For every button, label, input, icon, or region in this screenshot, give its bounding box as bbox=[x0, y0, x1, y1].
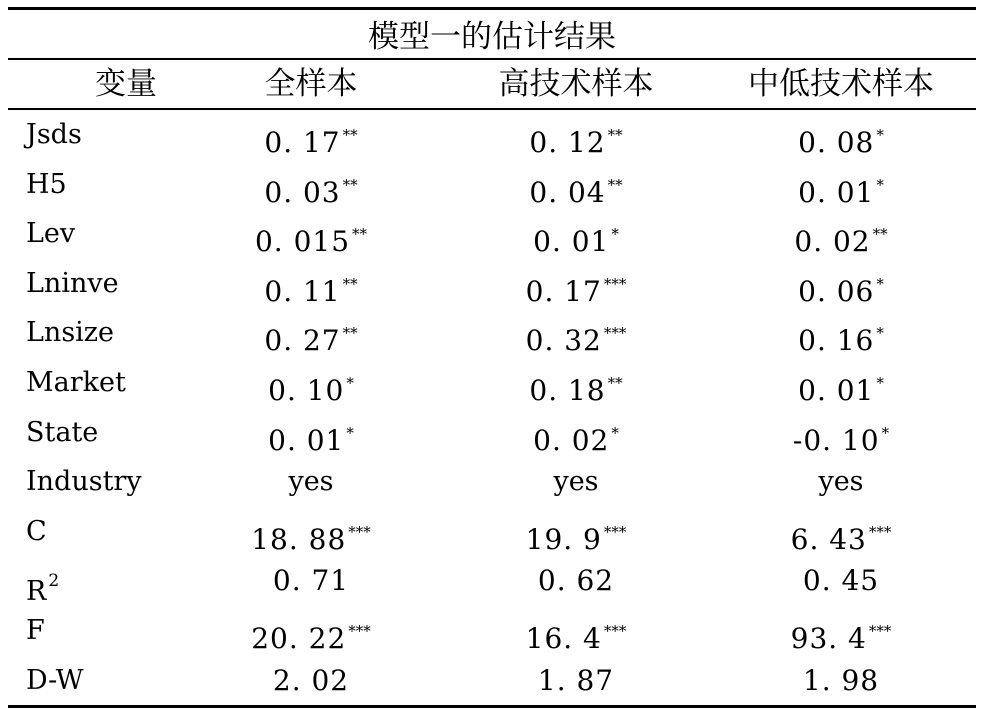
row-label-text: C bbox=[26, 515, 47, 547]
value-cell bbox=[226, 358, 396, 408]
table-row bbox=[8, 408, 976, 458]
header-variable: 变量 bbox=[95, 66, 157, 102]
row-label bbox=[26, 556, 216, 606]
value-cell bbox=[476, 656, 676, 706]
cell-value: 0. 01 bbox=[533, 225, 610, 259]
significance-stars: ** bbox=[342, 175, 358, 194]
value-cell bbox=[226, 606, 396, 656]
row-label-text: State bbox=[26, 416, 99, 448]
cell-value: 0. 015 bbox=[254, 225, 351, 259]
cell-value: 0. 04 bbox=[529, 175, 606, 209]
value-cell bbox=[476, 408, 676, 458]
header-mid-low-tech: 中低技术样本 bbox=[748, 66, 934, 102]
significance-stars: ** bbox=[342, 126, 358, 144]
cell-value: 0. 27 bbox=[264, 324, 341, 358]
value-cell bbox=[736, 110, 946, 160]
row-label bbox=[26, 358, 216, 408]
significance-stars: *** bbox=[603, 622, 627, 640]
cell-value: 19. 9 bbox=[525, 522, 602, 556]
cell-value: 0. 32 bbox=[525, 324, 602, 358]
value-cell bbox=[226, 656, 396, 706]
cell-value: -0. 10 bbox=[792, 423, 880, 457]
row-label bbox=[26, 507, 216, 557]
row-label bbox=[26, 110, 216, 160]
value-cell bbox=[736, 606, 946, 656]
cell-value: 1. 98 bbox=[802, 663, 880, 697]
significance-stars: *** bbox=[348, 622, 371, 640]
row-label bbox=[26, 606, 216, 656]
cell-value: 0. 01 bbox=[798, 175, 875, 209]
significance-stars: * bbox=[881, 423, 890, 442]
significance-stars: * bbox=[876, 274, 884, 293]
significance-stars: ** bbox=[607, 175, 623, 194]
significance-stars: *** bbox=[348, 522, 371, 541]
value-cell bbox=[476, 606, 676, 656]
cell-value: 0. 62 bbox=[537, 564, 615, 598]
row-label-superscript: 2 bbox=[48, 571, 60, 592]
header-full-sample: 全样本 bbox=[264, 66, 358, 102]
cell-value: yes bbox=[288, 466, 334, 498]
header-high-tech: 高技术样本 bbox=[498, 66, 654, 102]
cell-value: 0. 18 bbox=[529, 374, 606, 407]
significance-stars: ** bbox=[342, 274, 358, 293]
value-cell bbox=[736, 259, 946, 309]
value-cell bbox=[226, 110, 396, 160]
cell-value: 0. 16 bbox=[798, 324, 875, 358]
value-cell bbox=[476, 110, 676, 160]
row-label-text: D-W bbox=[26, 664, 84, 696]
cell-value: 0. 12 bbox=[529, 126, 606, 159]
value-cell bbox=[476, 259, 676, 309]
significance-stars: * bbox=[876, 324, 884, 343]
cell-value: 0. 17 bbox=[264, 126, 341, 159]
cell-value: 0. 06 bbox=[798, 274, 875, 308]
table-row bbox=[8, 556, 976, 606]
value-cell bbox=[736, 507, 946, 557]
value-cell bbox=[736, 160, 946, 210]
significance-stars: ** bbox=[607, 374, 623, 392]
value-cell bbox=[226, 556, 396, 606]
value-cell bbox=[736, 358, 946, 408]
value-cell bbox=[226, 209, 396, 259]
significance-stars: *** bbox=[603, 522, 627, 541]
cell-value: 0. 17 bbox=[525, 274, 602, 308]
significance-stars: ** bbox=[607, 126, 623, 144]
row-label bbox=[26, 408, 216, 458]
cell-value: 0. 02 bbox=[794, 225, 871, 259]
significance-stars: * bbox=[876, 374, 884, 392]
row-label-text: Industry bbox=[26, 466, 142, 498]
significance-stars: *** bbox=[868, 622, 892, 640]
value-cell bbox=[476, 507, 676, 557]
cell-value: yes bbox=[818, 466, 864, 498]
cell-value: 16. 4 bbox=[525, 622, 602, 655]
table-row bbox=[8, 358, 976, 408]
value-cell bbox=[476, 160, 676, 210]
row-label bbox=[26, 160, 216, 210]
table-row bbox=[8, 209, 976, 259]
table-caption: 模型一的估计结果 bbox=[368, 19, 616, 55]
significance-stars: * bbox=[876, 175, 884, 194]
cell-value: 0. 03 bbox=[264, 175, 341, 209]
cell-value: 0. 10 bbox=[268, 374, 345, 407]
bottom-rule bbox=[8, 705, 976, 708]
row-label bbox=[26, 209, 216, 259]
table-row bbox=[8, 110, 976, 160]
row-label bbox=[26, 259, 216, 309]
cell-value: 0. 08 bbox=[798, 126, 875, 159]
significance-stars: * bbox=[611, 225, 619, 244]
row-label-text: Jsds bbox=[26, 119, 82, 150]
value-cell bbox=[476, 457, 676, 507]
row-label bbox=[26, 656, 216, 706]
value-cell bbox=[226, 457, 396, 507]
row-label-text: Lev bbox=[26, 218, 76, 250]
cell-value: 20. 22 bbox=[251, 622, 347, 655]
cell-value: 0. 01 bbox=[268, 423, 345, 457]
table-row bbox=[8, 656, 976, 706]
table-row bbox=[8, 259, 976, 309]
table-row bbox=[8, 457, 976, 507]
significance-stars: ** bbox=[352, 225, 368, 244]
table-row bbox=[8, 606, 976, 656]
table-row bbox=[8, 160, 976, 210]
significance-stars: ** bbox=[872, 225, 888, 244]
value-cell bbox=[476, 358, 676, 408]
cell-value: 6. 43 bbox=[790, 522, 867, 556]
cell-value: 0. 71 bbox=[272, 564, 350, 598]
cell-value: 93. 4 bbox=[790, 622, 867, 655]
value-cell bbox=[476, 308, 676, 358]
row-label-text: H5 bbox=[26, 168, 67, 200]
value-cell bbox=[226, 160, 396, 210]
top-rule bbox=[8, 7, 976, 10]
value-cell bbox=[736, 408, 946, 458]
value-cell bbox=[226, 259, 396, 309]
row-label-text: R bbox=[26, 576, 47, 608]
row-label-text: Lninve bbox=[26, 267, 119, 299]
value-cell bbox=[736, 457, 946, 507]
value-cell bbox=[736, 209, 946, 259]
row-label bbox=[26, 457, 216, 507]
cell-value: 0. 11 bbox=[264, 274, 341, 308]
value-cell bbox=[226, 507, 396, 557]
significance-stars: * bbox=[876, 126, 884, 144]
row-label-text: Lnsize bbox=[26, 317, 115, 349]
cell-value: 18. 88 bbox=[251, 522, 347, 556]
cell-value: yes bbox=[553, 466, 599, 498]
value-cell bbox=[226, 408, 396, 458]
row-label-text: Market bbox=[26, 367, 126, 398]
value-cell bbox=[736, 556, 946, 606]
significance-stars: * bbox=[611, 423, 619, 442]
value-cell bbox=[736, 308, 946, 358]
header-row bbox=[8, 59, 976, 109]
table-row bbox=[8, 507, 976, 557]
cell-value: 0. 01 bbox=[798, 374, 875, 407]
cell-value: 1. 87 bbox=[537, 663, 615, 697]
value-cell bbox=[476, 209, 676, 259]
significance-stars: * bbox=[346, 374, 354, 392]
cell-value: 2. 02 bbox=[272, 663, 350, 697]
significance-stars: *** bbox=[868, 522, 892, 541]
table-row bbox=[8, 308, 976, 358]
value-cell bbox=[476, 556, 676, 606]
value-cell bbox=[226, 308, 396, 358]
significance-stars: *** bbox=[603, 274, 627, 293]
significance-stars: * bbox=[346, 423, 354, 442]
significance-stars: *** bbox=[603, 324, 627, 343]
significance-stars: ** bbox=[342, 324, 358, 343]
row-label-text: F bbox=[26, 615, 45, 646]
row-label bbox=[26, 308, 216, 358]
value-cell bbox=[736, 656, 946, 706]
cell-value: 0. 45 bbox=[802, 564, 880, 598]
cell-value: 0. 02 bbox=[533, 423, 610, 457]
